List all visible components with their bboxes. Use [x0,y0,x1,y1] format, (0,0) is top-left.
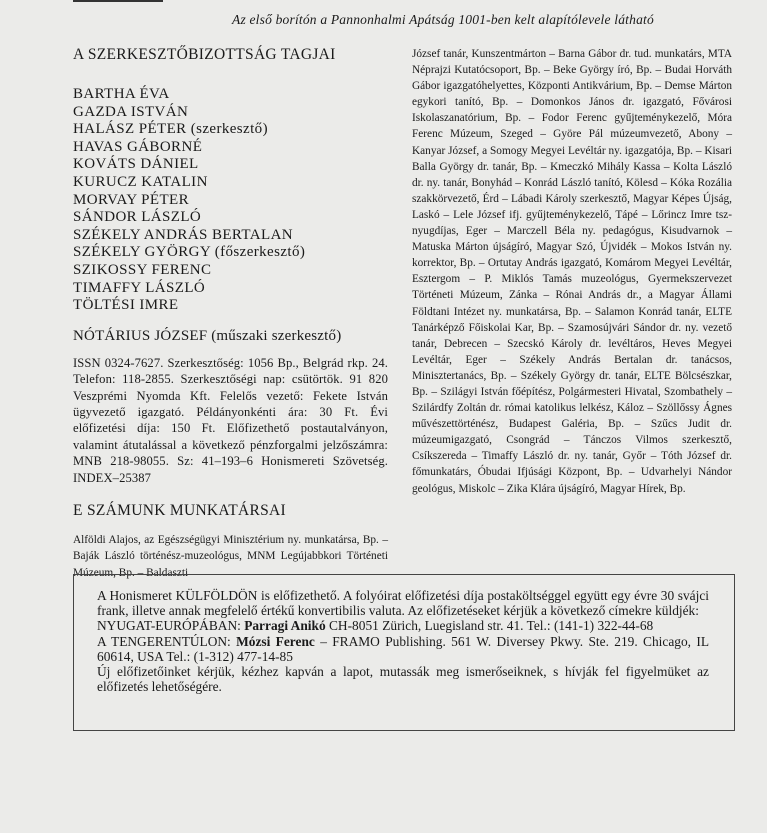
contributors-text-left: Alföldi Alajos, az Egészségügyi Minisztérium ny. munkatársa, Bp. – Baják László történész-muzeológus, MNM Legújabbkori Történeti Múzeum, Bp. – Baldaszti [73,533,388,579]
board-member: SZÉKELY ANDRÁS BERTALAN [73,226,294,243]
cover-caption: Az első borítón a Pannonhalmi Apátság 1001-ben kelt alapítólevele látható [232,12,654,27]
subscription-closing: Új előfizetőinket kérjük, kézhez kapván a lapot, mutassák meg ismerőseiknek, s hívják fel figyelmüket az előfizetés lehetőségére. [97,664,709,695]
publication-info: ISSN 0324-7627. Szerkesztőség: 1056 Bp., Belgrád rkp. 24. Telefon: 118-2855. Szerkesztőségi nap: csütörtök. 91 820 Veszprémi Nyomda Kft. Felelős vezető: Fekete István ügyvezető igazgató. Példányonkénti ára: 30 Ft. Évi előfizetési díja: 150 Ft. Előfizethető postautalványon, valamint átutalással a következő pénzforgalmi jelzőszámra: MNB 218-98055. Sz: 41–193–6 Honismereti Szövetség. INDEX–25387 [73,355,388,485]
overseas-address [97,634,709,664]
subscription-box [73,574,735,731]
board-member: KOVÁTS DÁNIEL [73,156,199,173]
contributors-text-right: József tanár, Kunszentmárton – Barna Gábor dr. tud. munkatárs, MTA Néprajzi Kutatócsoport, Bp. – Beke György író, Bp. – Budai Horváth Gábor igazgatóhelyettes, Központi Antikvárium, Bp. – Demse Márton egykori tanító, Bp. – Domonkos János dr. igazgató, Fővárosi Iskolaszanatórium, Bp. – Fodor Ferenc gyűjteménykezelő, Móra Ferenc Múzeum, Szeged – Györe Pál múzeumvezető, Abony – Kanyar József, a Somogy Megyei Levéltár ny. igazgatója, Bp. – Kisari Balla György dr. tanár, Bp. – Kmeczkó Mihály Kassa – Kolta László dr. ny. tanár, Bonyhád – Konrád László tanító, Kölesd – Kóka Rozália szakkörvezető, Érd – Lábadi Károly szerkesztő, Magyar Képes Újság, Laskó – Lele József ifj. gyűjteménykezelő, Tápé – Lőrincz Imre tsz-nyugdíjas, Eger – Marczell Béla ny. pedagógus, Kisudvarnok – Matuska Márton újságíró, Magyar Szó, Újvidék – Mokos István ny. korrektor, Bp. – Ortutay András igazgató, Komárom Megyei Levéltár, Esztergom – P. Miklós Tamás muzeológus, Gyermekszervezet Történeti Múzeum, Zánka – Rónai András dr., a Magyar Állami Földtani Intézet ny. munkatársa, Bp. – Salamon Konrád tanár, ELTE Tanárképző Főiskolai Kar, Bp. – Szamosújvári Sándor dr. ny. vezető tanár, Debrecen – Szecskó Károly dr. levéltáros, Heves Megyei Levéltár, Eger – Székely András Bertalan dr. tanácsos, Minisztertanács, Bp. – Székely György dr. tanár, ELTE Bölcsészkar, Bp. – Szilágyi István főépítész, Polgármesteri Hivatal, Szombathely – Szilárdfy Zoltán dr. római katolikus lelkész, Káloz – Szöllőssy Ágnes művészettörténész, Budapest Galéria, Bp. – Szűcs Judit dr. múzeumigazgató, Csongrád – Tánczos Vilmos szerkesztő, Csíkszereda – Timaffy László dr. ny. tanár, Győr – Tóth József dr. főmunkatárs, Óbudai Ifjúsági Központ, Bp. – Udvarhelyi Nándor geológus, Miskolc – Zika Klára újságíró, Magyar Hírek, Bp. [412,48,732,495]
board-member: SZÉKELY GYÖRGY (főszerkesztő) [73,244,306,261]
board-member: GAZDA ISTVÁN [73,103,189,120]
board-member: BARTHA ÉVA [73,86,170,102]
technical-editor: NÓTÁRIUS JÓZSEF (műszaki szerkesztő) [73,327,342,344]
board-member: TIMAFFY LÁSZLÓ [73,279,206,296]
overseas-contact: Mózsi Ferenc [236,633,321,649]
top-rule [73,0,163,2]
europe-contact: Parragi Anikó [244,618,329,634]
overseas-label: A TENGERENTÚLON: [97,633,237,649]
board-member: SÁNDOR LÁSZLÓ [73,209,202,226]
right-column [412,46,732,497]
editorial-board-heading: A SZERKESZTŐBIZOTTSÁG TAGJAI [73,46,336,63]
board-member: MORVAY PÉTER [73,191,189,208]
board-member: TÖLTÉSI IMRE [73,297,179,314]
board-member: HALÁSZ PÉTER (szerkesztő) [73,121,268,138]
board-member: KURUCZ KATALIN [73,173,208,190]
editorial-board-list [73,86,388,315]
overseas-address-text: – FRAMO Publishing. 561 W. Diversey Pkwy. Ste. 219. Chicago, IL 60614, USA Tel.: (1-312) 477-14-85 [97,633,710,664]
subscription-intro: A Honismeret KÜLFÖLDÖN is előfizethető. A folyóirat előfizetési díja postaköltséggel együtt egy évre 30 svájci frank, illetve annak megfelelő értékű konvertibilis valuta. Az előfizetéseket kérjük a következő címekre küldjék: [97,588,709,619]
contributors-heading: E SZÁMUNK MUNKATÁRSAI [73,501,286,519]
europe-address [97,618,709,633]
board-member: SZIKOSSY FERENC [73,261,212,278]
left-column [73,46,388,581]
board-member: HAVAS GÁBORNÉ [73,138,203,155]
europe-address-text: CH-8051 Zürich, Luegisland str. 41. Tel.: (141-1) 322-44-68 [329,618,654,634]
europe-label: NYUGAT-EURÓPÁBAN: [97,618,245,634]
